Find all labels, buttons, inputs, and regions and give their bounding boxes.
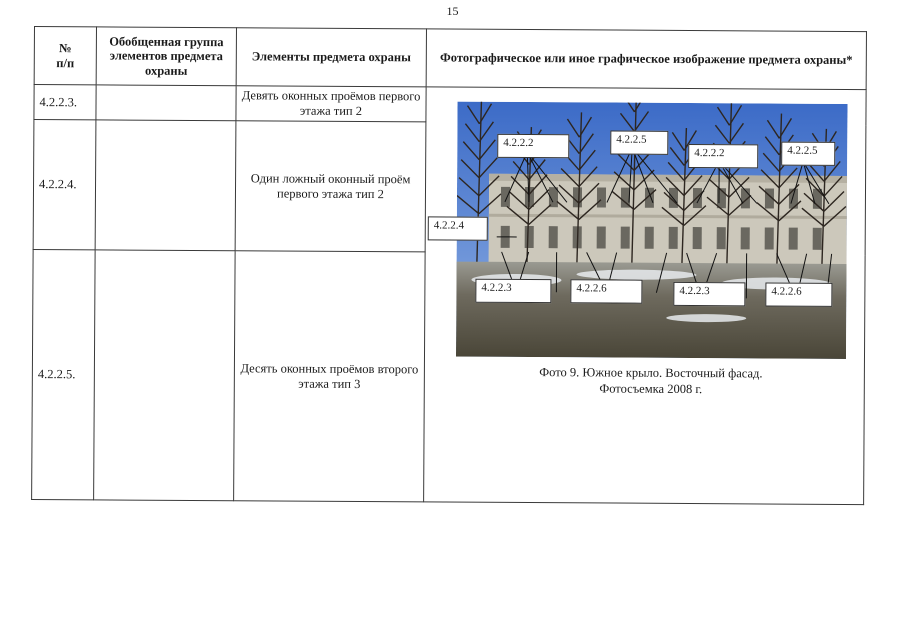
row-element: Девять оконных проёмов первого этажа тип 2 [236, 86, 426, 122]
table-header-row [34, 27, 866, 90]
callout-4-2-2-2-a: 4.2.2.2 [497, 134, 569, 158]
callout-4-2-2-4: 4.2.2.4 [428, 216, 488, 240]
table-row [34, 85, 866, 125]
header-number: № п/п [34, 27, 96, 85]
callout-4-2-2-6-a: 4.2.2.6 [570, 279, 642, 303]
photo-container [424, 87, 866, 504]
header-elements: Элементы предмета охраны [236, 28, 426, 87]
row-number: 4.2.2.4. [33, 120, 96, 250]
callout-4-2-2-3-b: 4.2.2.3 [673, 282, 745, 306]
row-group [95, 120, 236, 251]
photo-caption [456, 365, 846, 399]
caption-line-1: Фото 9. Южное крыло. Восточный фасад. [539, 365, 763, 381]
building [489, 174, 848, 266]
caption-line-2: Фотосъемка 2008 г. [599, 381, 703, 396]
row-group [96, 85, 236, 121]
photo-cell [424, 87, 867, 505]
callout-4-2-2-3-a: 4.2.2.3 [475, 279, 551, 303]
callout-4-2-2-6-b: 4.2.2.6 [765, 282, 832, 306]
callout-4-2-2-5-a: 4.2.2.5 [610, 131, 668, 155]
callout-4-2-2-5-b: 4.2.2.5 [781, 142, 835, 166]
row-number: 4.2.2.3. [34, 85, 96, 120]
row-number: 4.2.2.5. [32, 249, 96, 499]
callout-4-2-2-2-b: 4.2.2.2 [688, 144, 758, 168]
protection-table [31, 26, 867, 505]
header-group: Обобщенная группа элементов предмета охраны [96, 27, 236, 86]
row-element: Десять оконных проёмов второго этажа тип 3 [234, 251, 426, 502]
row-element: Один ложный оконный проём первого этажа тип 2 [235, 121, 426, 252]
page-number: 15 [446, 4, 459, 18]
header-image: Фотографическое или иное графическое изображение предмета охраны* [426, 29, 866, 90]
row-group [94, 250, 236, 501]
